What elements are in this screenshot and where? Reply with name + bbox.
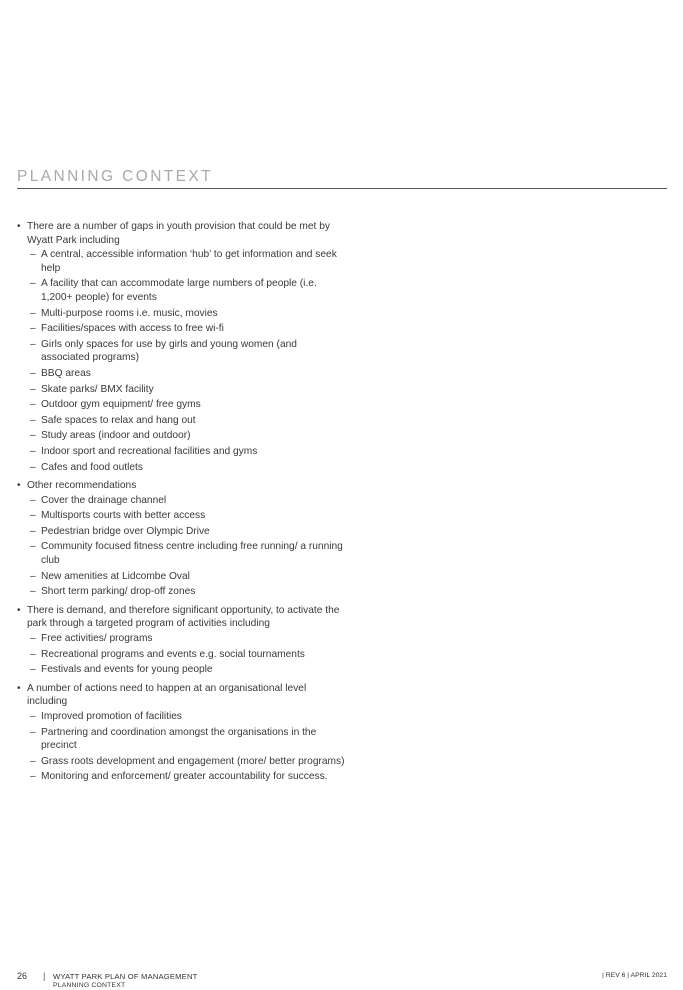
sub-bullet-text: Recreational programs and events e.g. social tournaments	[41, 648, 305, 660]
sub-bullet-text: Free activities/ programs	[41, 633, 153, 645]
sub-bullet-item	[27, 367, 347, 381]
sub-bullet-item	[27, 414, 347, 428]
revision-info: | REV 6 | APRIL 2021	[602, 972, 667, 979]
bullet-text: There is demand, and therefore significant opportunity, to activate the park through a targeted program of activities including	[27, 604, 340, 630]
sub-bullet-text: New amenities at Lidcombe Oval	[41, 570, 190, 582]
section-title: PLANNING CONTEXT	[17, 168, 214, 185]
sub-bullet-item	[27, 726, 347, 753]
dash-icon: –	[30, 755, 36, 767]
bullet-dot-icon: •	[17, 480, 21, 492]
sub-bullet-text: Study areas (indoor and outdoor)	[41, 430, 191, 442]
sub-bullet-item	[27, 585, 347, 599]
sub-bullet-item	[27, 322, 347, 336]
sub-bullet-text: Monitoring and enforcement/ greater accountability for success.	[41, 771, 328, 783]
bullet-item	[17, 604, 347, 677]
document-subtitle: PLANNING CONTEXT	[53, 982, 126, 989]
sub-bullet-item	[27, 494, 347, 508]
bullet-text: A number of actions need to happen at an organisational level including	[27, 682, 307, 708]
dash-icon: –	[30, 461, 36, 473]
sub-bullet-text: Indoor sport and recreational facilities and gyms	[41, 445, 258, 457]
sub-bullet-item	[27, 338, 347, 365]
dash-icon: –	[30, 525, 36, 537]
bullet-text: There are a number of gaps in youth provision that could be met by Wyatt Park including	[27, 221, 330, 246]
sub-bullet-text: Safe spaces to relax and hang out	[41, 414, 196, 426]
sub-bullet-list	[27, 632, 347, 677]
dash-icon: –	[30, 711, 36, 722]
sub-bullet-text: A facility that can accommodate large numbers of people (i.e. 1,200+ people) for events	[41, 278, 317, 303]
sub-bullet-item	[27, 307, 347, 321]
dash-icon: –	[30, 648, 36, 660]
sub-bullet-item	[27, 632, 347, 646]
sub-bullet-text: Multi-purpose rooms i.e. music, movies	[41, 307, 218, 319]
sub-bullet-item	[27, 648, 347, 662]
sub-bullet-text: Grass roots development and engagement (more/ better programs)	[41, 755, 345, 767]
sub-bullet-item	[27, 755, 347, 769]
sub-bullet-text: BBQ areas	[41, 367, 91, 379]
sub-bullet-item	[27, 570, 347, 584]
bullet-text: Other recommendations	[27, 480, 137, 492]
sub-bullet-item	[27, 383, 347, 397]
dash-icon: –	[30, 445, 36, 457]
document-title: WYATT PARK PLAN OF MANAGEMENT	[53, 972, 198, 981]
sub-bullet-text: Skate parks/ BMX facility	[41, 383, 154, 395]
dash-icon: –	[30, 541, 36, 553]
sub-bullet-text: Facilities/spaces with access to free wi-fi	[41, 323, 224, 335]
bullet-item	[17, 479, 347, 599]
dash-icon: –	[30, 383, 36, 395]
sub-bullet-text: Multisports courts with better access	[41, 510, 206, 522]
sub-bullet-item	[27, 398, 347, 412]
dash-icon: –	[30, 771, 36, 783]
sub-bullet-list	[27, 710, 347, 784]
dash-icon: –	[30, 633, 36, 645]
sub-bullet-item	[27, 461, 347, 475]
page-number: 26	[17, 971, 28, 981]
sub-bullet-text: Girls only spaces for use by girls and young women (and associated programs)	[41, 338, 297, 364]
bullet-dot-icon: •	[17, 604, 21, 616]
sub-bullet-text: Festivals and events for young people	[41, 664, 213, 676]
sub-bullet-text: Pedestrian bridge over Olympic Drive	[41, 525, 210, 537]
dash-icon: –	[30, 367, 36, 379]
bullet-item	[17, 682, 347, 784]
sub-bullet-list	[27, 248, 347, 474]
dash-icon: –	[30, 570, 36, 582]
sub-bullet-item	[27, 429, 347, 443]
dash-icon: –	[30, 586, 36, 598]
footer-separator: |	[43, 971, 46, 981]
sub-bullet-item	[27, 710, 347, 724]
dash-icon: –	[30, 307, 36, 319]
dash-icon: –	[30, 494, 36, 506]
bullet-list	[17, 220, 347, 789]
dash-icon: –	[30, 510, 36, 522]
dash-icon: –	[30, 430, 36, 442]
sub-bullet-item	[27, 525, 347, 539]
sub-bullet-item	[27, 445, 347, 459]
sub-bullet-text: Partnering and coordination amongst the organisations in the precinct	[41, 726, 317, 752]
bullet-dot-icon: •	[17, 221, 21, 232]
dash-icon: –	[30, 399, 36, 411]
bullet-dot-icon: •	[17, 682, 21, 694]
sub-bullet-text: Community focused fitness centre including free running/ a running club	[41, 541, 343, 567]
sub-bullet-text: Cafes and food outlets	[41, 461, 143, 473]
bullet-item	[17, 220, 347, 474]
dash-icon: –	[30, 323, 36, 335]
sub-bullet-text: Short term parking/ drop-off zones	[41, 586, 196, 598]
dash-icon: –	[30, 249, 36, 261]
section-divider	[17, 188, 667, 189]
sub-bullet-text: A central, accessible information ‘hub’ to get information and seek help	[41, 249, 337, 274]
sub-bullet-item	[27, 277, 347, 304]
sub-bullet-text: Outdoor gym equipment/ free gyms	[41, 399, 201, 411]
sub-bullet-text: Improved promotion of facilities	[41, 711, 182, 722]
sub-bullet-list	[27, 494, 347, 599]
dash-icon: –	[30, 338, 36, 350]
dash-icon: –	[30, 664, 36, 676]
dash-icon: –	[30, 414, 36, 426]
dash-icon: –	[30, 278, 36, 290]
dash-icon: –	[30, 726, 36, 738]
sub-bullet-item	[27, 248, 347, 275]
sub-bullet-item	[27, 663, 347, 677]
sub-bullet-item	[27, 509, 347, 523]
sub-bullet-item	[27, 770, 347, 784]
sub-bullet-item	[27, 540, 347, 567]
sub-bullet-text: Cover the drainage channel	[41, 494, 167, 506]
